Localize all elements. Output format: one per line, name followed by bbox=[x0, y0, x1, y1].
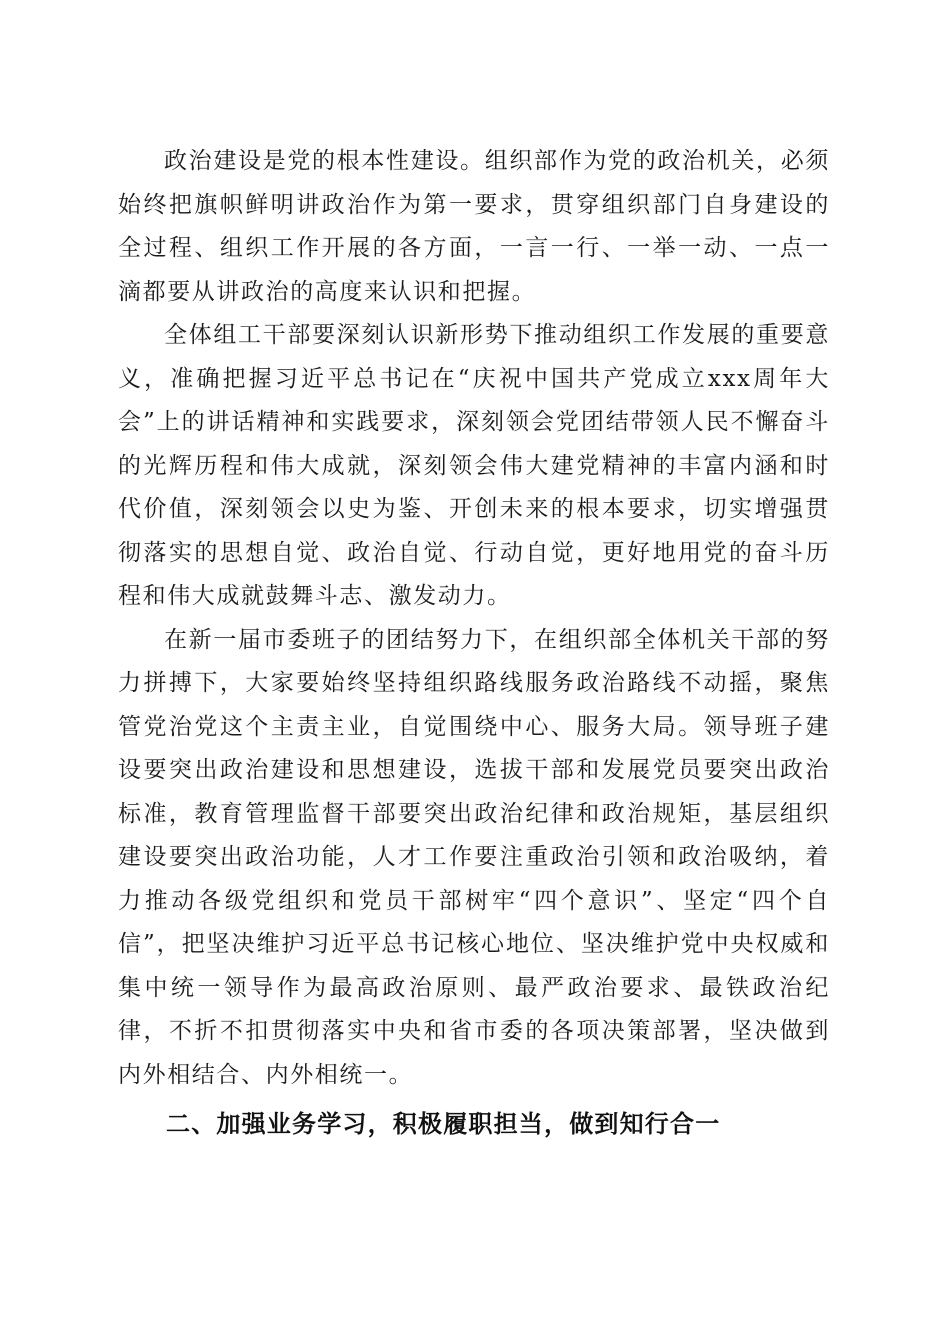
document-body bbox=[118, 140, 830, 1147]
paragraph-municipal-committee: 在新一届市委班子的团结努力下，在组织部全体机关干部的努力拼搏下，大家要始终坚持组织路线服务政治路线不动摇，聚焦管党治党这个主责主业，自觉围绕中心、服务大局。领导班子建设要突出政治建设和思想建设，选拔干部和发展党员要突出政治标准，教育管理监督干部要突出政治纪律和政治规矩，基层组织建设要突出政治功能，人才工作要注重政治引领和政治吸纳，着力推动各级党组织和党员干部树牢“四个意识”、坚定“四个自信”，把坚决维护习近平总书记核心地位、坚决维护党中央权威和集中统一领导作为最高政治原则、最严政治要求、最铁政治纪律，不折不扣贯彻落实中央和省市委的各项决策部署，坚决做到内外相结合、内外相统一。 bbox=[118, 626, 830, 1088]
paragraph-organization-cadres: 全体组工干部要深刻认识新形势下推动组织工作发展的重要意义，准确把握习近平总书记在“庆祝中国共产党成立xxx周年大会”上的讲话精神和实践要求，深刻领会党团结带领人民不懈奋斗的光辉历程和伟大成就，深刻领会伟大建党精神的丰富内涵和时代价值，深刻领会以史为鉴、开创未来的根本要求，切实增强贯彻落实的思想自觉、政治自觉、行动自觉，更好地用党的奋斗历程和伟大成就鼓舞斗志、激发动力。 bbox=[118, 322, 830, 609]
paragraph-political-building: 政治建设是党的根本性建设。组织部作为党的政治机关，必须始终把旗帜鲜明讲政治作为第一要求，贯穿组织部门自身建设的全过程、组织工作开展的各方面，一言一行、一举一动、一点一滴都要从讲政治的高度来认识和把握。 bbox=[118, 148, 830, 305]
section-heading: 二、加强业务学习，积极履职担当，做到知行合一 bbox=[166, 1110, 721, 1138]
